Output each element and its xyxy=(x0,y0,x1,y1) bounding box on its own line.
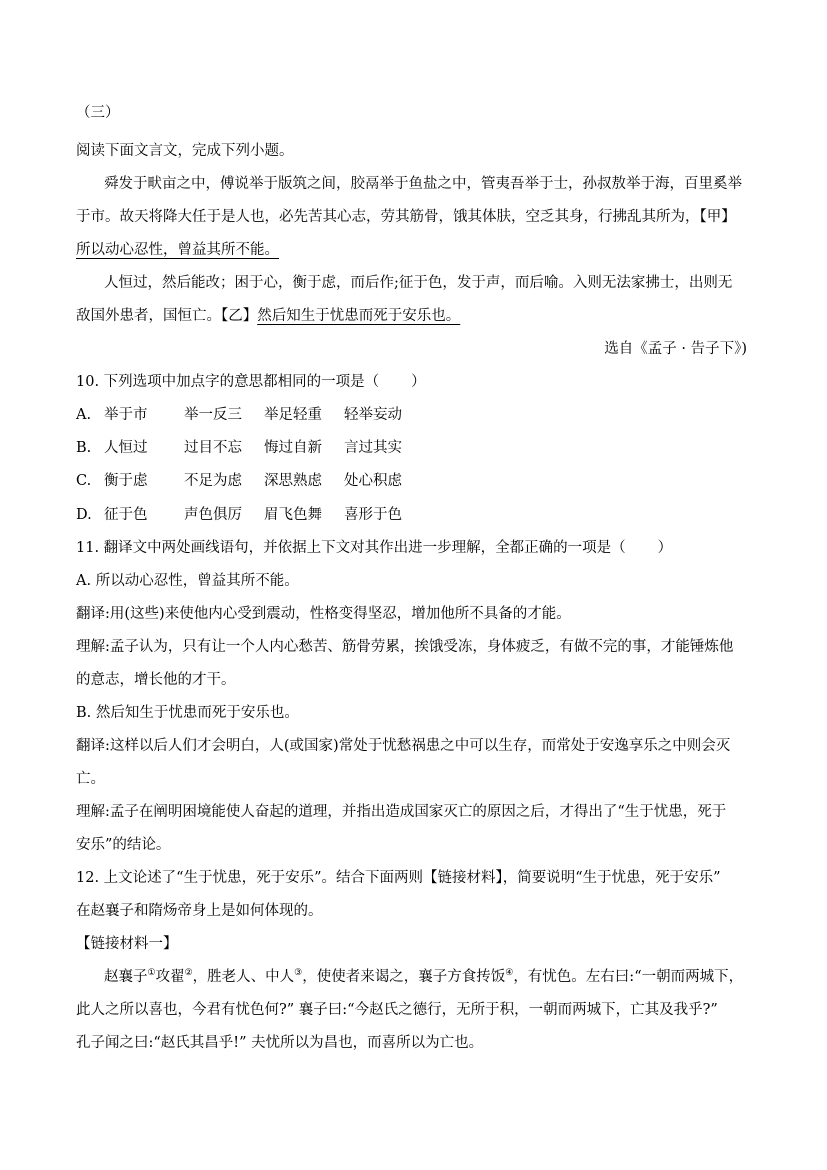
option-c[interactable] xyxy=(76,471,402,491)
option-b-translation: 亡。 xyxy=(76,771,105,787)
answer-paren-close: ） xyxy=(411,374,426,390)
option-a-title[interactable]: A. 所以动心忍性，曾益其所不能。 xyxy=(76,573,299,589)
option-a[interactable] xyxy=(76,405,402,425)
material-line: 此人之所以喜也，今君有忧色何?” 襄子曰:“今赵氏之德行，无所于积，一朝而两城下，亡其及我乎?” xyxy=(76,1002,718,1018)
option-word: 不足为虑 xyxy=(184,473,242,489)
option-key: B. xyxy=(76,440,92,456)
footnote-marker: ③ xyxy=(294,968,303,979)
material-text: 攻翟 xyxy=(155,969,185,985)
option-word: 眉飞色舞 xyxy=(264,507,322,523)
option-word: 言过其实 xyxy=(344,440,402,456)
instruction: 阅读下面文言文，完成下列小题。 xyxy=(76,143,294,159)
question-text: 10. 下列选项中加点字的意思都相同的一项是（ xyxy=(76,374,380,390)
option-key: C. xyxy=(76,473,92,489)
passage-line: 人恒过，然后能改；困于心，衡于虑，而后作;征于色，发于声，而后喻。入则无法家拂士，出则无 xyxy=(104,275,733,291)
option-word: 举足轻重 xyxy=(264,407,322,423)
option-word: 举一反三 xyxy=(184,407,242,423)
option-d[interactable] xyxy=(76,505,402,525)
question-12-stem: 在赵襄子和隋炀帝身上是如何体现的。 xyxy=(76,903,323,919)
source-citation: 选自《孟子 · 告子下》) xyxy=(604,341,747,357)
footnote-marker: ① xyxy=(147,968,156,979)
option-a-translation: 翻译:用(这些)来使他内心受到震动，性格变得坚忍，增加他所不具备的才能。 xyxy=(76,606,571,622)
question-10-stem xyxy=(76,372,426,392)
passage-line xyxy=(76,306,460,326)
section-label: （三） xyxy=(76,105,120,121)
option-key: A. xyxy=(76,407,92,423)
material-text: ，胜老人、中人 xyxy=(192,969,295,985)
material-line xyxy=(104,967,743,987)
option-word: 轻举妄动 xyxy=(344,407,402,423)
option-b-title[interactable]: B. 然后知生于忧患而死于安乐也。 xyxy=(76,705,299,721)
option-word: 悔过自新 xyxy=(264,440,322,456)
option-word: 处心积虑 xyxy=(344,473,402,489)
underlined-sentence-yi: 然后知生于忧患而死于安乐也。 xyxy=(257,308,461,324)
option-b-understanding: 理解:孟子在阐明困境能使人奋起的道理，并指出造成国家灭亡的原因之后，才得出了“生于忧患，死于 xyxy=(76,804,727,820)
option-b-understanding: 安乐”的结论。 xyxy=(76,837,171,853)
question-11-stem xyxy=(76,538,672,558)
option-word: 举于市 xyxy=(104,407,148,423)
material-text: ，使使者来谒之，襄子方食抟饭 xyxy=(302,969,506,985)
answer-paren-close: ） xyxy=(657,540,673,556)
footnote-marker: ④ xyxy=(505,968,514,979)
passage-line: 舜发于畎亩之中，傅说举于版筑之间，胶鬲举于鱼盐之中，管夷吾举于士，孙叔敖举于海，百里奚举 xyxy=(104,176,742,192)
material-text: 赵襄子 xyxy=(104,969,148,985)
option-word: 过目不忘 xyxy=(184,440,242,456)
option-word: 衡于虑 xyxy=(104,473,148,489)
option-a-understanding: 的意志，增长他的才干。 xyxy=(76,672,236,688)
question-text: 11. 翻译文中两处画线语句，并依据上下文对其作出进一步理解，全都正确的一项是（ xyxy=(76,540,626,556)
passage-line: 于市。故天将降大任于是人也，必先苦其心志，劳其筋骨，饿其体肤，空乏其身，行拂乱其所为，【甲】 xyxy=(76,209,736,225)
option-word: 声色俱厉 xyxy=(184,507,242,523)
option-word: 喜形于色 xyxy=(344,507,402,523)
option-word: 人恒过 xyxy=(104,440,148,456)
underlined-sentence-jia: 所以动心忍性，曾益其所不能。 xyxy=(76,242,279,258)
option-word: 深思熟虑 xyxy=(264,473,322,489)
footnote-marker: ② xyxy=(184,968,193,979)
option-word: 征于色 xyxy=(104,507,148,523)
option-a-understanding: 理解:孟子认为，只有让一个人内心愁苦、筋骨劳累，挨饿受冻，身体疲乏，有做不完的事，才能锤炼他 xyxy=(76,639,734,655)
material-title: 【链接材料一】 xyxy=(76,936,178,952)
option-b[interactable] xyxy=(76,438,402,458)
passage-text: 敌国外患者，国恒亡。【乙】 xyxy=(76,308,258,324)
material-line: 孔子闻之曰:“赵氏其昌乎!” 夫忧所以为昌也，而喜所以为亡也。 xyxy=(76,1035,484,1051)
material-text: ，有忧色。左右曰:“一朝而两城下， xyxy=(513,969,744,985)
option-key: D. xyxy=(76,507,92,523)
question-12-stem: 12. 上文论述了“生于忧患，死于安乐”。结合下面两则【链接材料】，简要说明“生于忧患，死于安乐” xyxy=(76,870,721,886)
option-b-translation: 翻译:这样以后人们才会明白，人(或国家)常处于忧愁祸患之中可以生存，而常处于安逸享乐之中则会灭 xyxy=(76,738,731,754)
